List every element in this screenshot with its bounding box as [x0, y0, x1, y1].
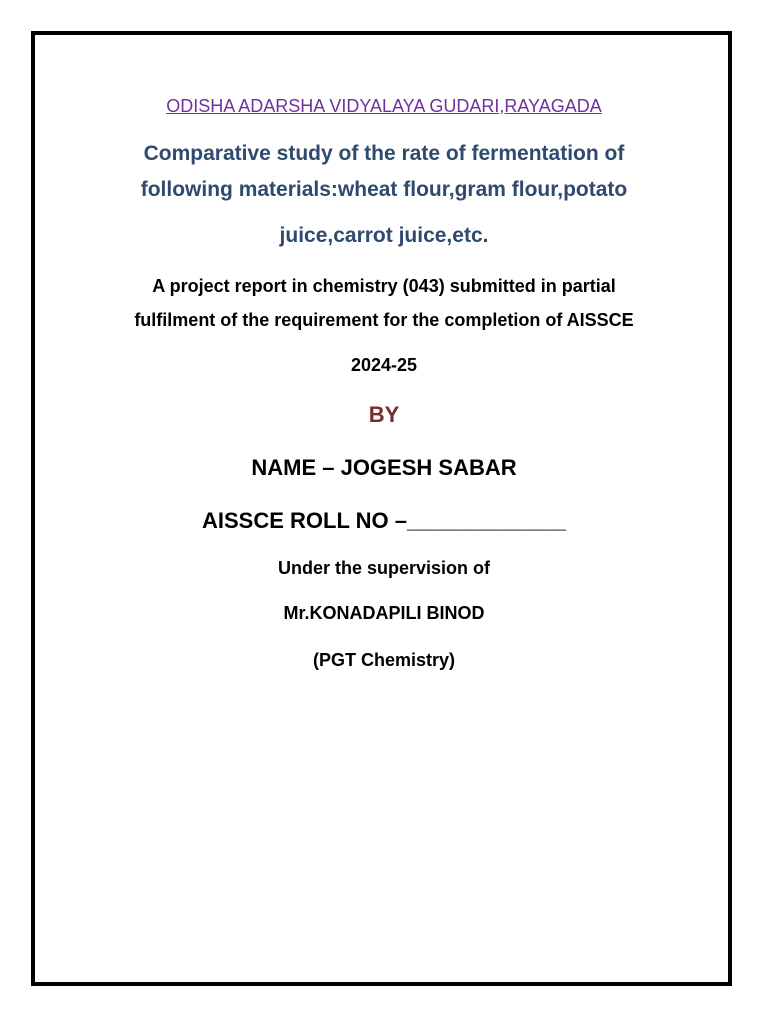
- supervisor-designation: (PGT Chemistry): [312, 650, 456, 670]
- project-title-line-3: juice,carrot juice,etc.: [279, 224, 489, 247]
- by-label: BY: [368, 402, 400, 427]
- school-name: ODISHA ADARSHA VIDYALAYA GUDARI,RAYAGADA: [166, 96, 602, 116]
- project-title-line-1: Comparative study of the rate of fermentation of: [143, 142, 625, 165]
- supervisor-name: Mr.KONADAPILI BINOD: [283, 603, 485, 623]
- report-description-line-1: A project report in chemistry (043) submitted in partial: [152, 276, 616, 296]
- student-name: NAME – JOGESH SABAR: [251, 455, 517, 480]
- roll-number: AISSCE ROLL NO –_____________: [201, 508, 567, 533]
- academic-year: 2024-25: [350, 355, 418, 375]
- supervision-label: Under the supervision of: [277, 558, 491, 578]
- project-title-line-2: following materials:wheat flour,gram flour,potato: [140, 178, 628, 201]
- report-description-line-2: fulfilment of the requirement for the completion of AISSCE: [134, 310, 634, 330]
